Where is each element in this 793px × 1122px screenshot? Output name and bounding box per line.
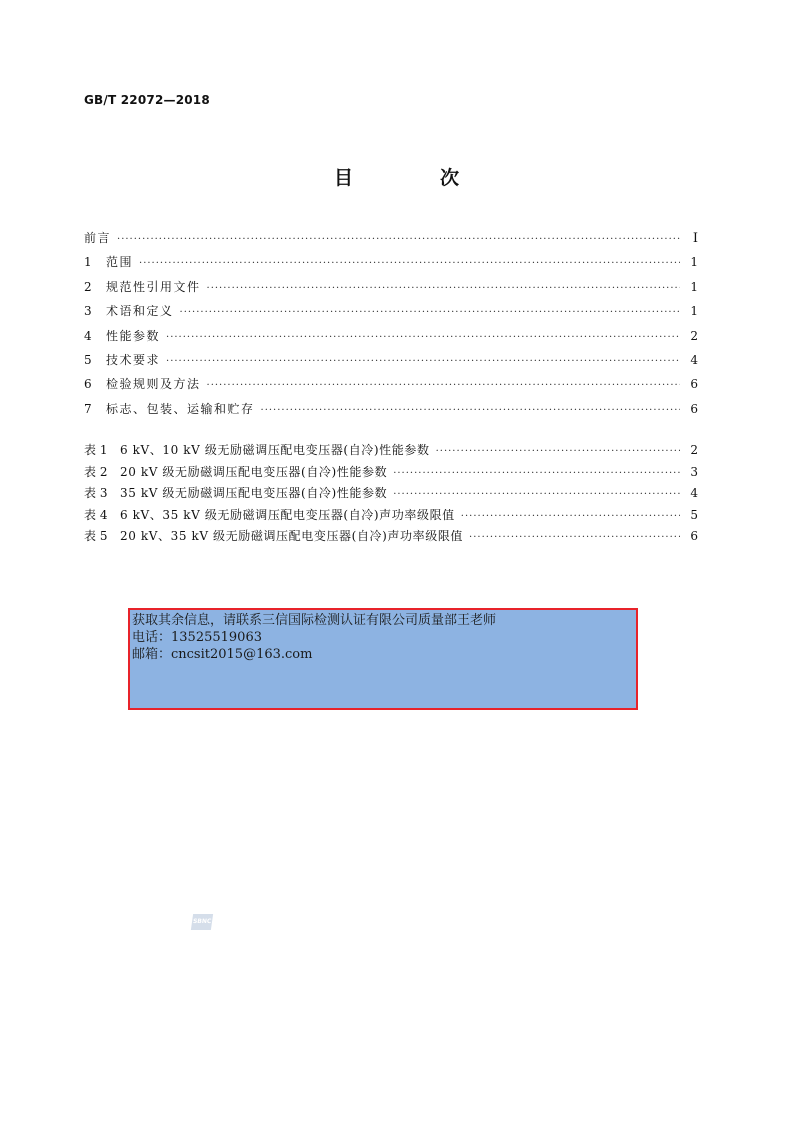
table-label: 20 kV 级无励磁调压配电变压器(自冷)性能参数: [120, 464, 388, 479]
notice-email: 邮箱：cncsit2015@163.com: [132, 647, 313, 662]
leader-dots: [166, 356, 680, 367]
table-num: 表 4: [84, 507, 108, 522]
toc-num: 4: [84, 328, 92, 343]
leader-dots: [139, 258, 680, 269]
toc-label: 前言: [84, 231, 112, 245]
table-num: 表 2: [84, 464, 108, 479]
table-label: 6 kV、35 kV 级无励磁调压配电变压器(自冷)声功率级限值: [120, 507, 455, 522]
leader-dots: [461, 511, 680, 522]
toc-label: 技术要求: [106, 352, 161, 367]
leader-dots: [261, 405, 680, 416]
toc-num: 5: [84, 352, 92, 367]
table-page: 4: [690, 486, 698, 500]
toc-row[interactable]: [84, 302, 698, 326]
contact-notice: [128, 608, 638, 710]
leader-dots: [469, 532, 680, 543]
table-list-row[interactable]: [84, 484, 698, 506]
table-label: 6 kV、10 kV 级无励磁调压配电变压器(自冷)性能参数: [120, 443, 430, 457]
toc-num: 1: [84, 255, 92, 270]
toc-row[interactable]: [84, 327, 698, 351]
toc-page: 1: [690, 255, 698, 270]
table-num: 表 5: [84, 529, 108, 543]
toc-label: 规范性引用文件: [106, 279, 201, 294]
toc-num: 6: [84, 377, 92, 392]
leader-dots: [207, 283, 680, 294]
watermark-logo: SBNC: [191, 914, 213, 930]
toc-list: [84, 229, 698, 424]
leader-dots: [166, 332, 680, 343]
table-list-row[interactable]: [84, 506, 698, 528]
toc-num: 7: [84, 401, 92, 416]
notice-line: 获取其余信息，请联系三信国际检测认证有限公司质量部王老师: [132, 613, 497, 628]
table-page: 3: [690, 464, 698, 479]
table-num: 表 3: [84, 486, 108, 500]
standard-code: GB/T 22072—2018: [84, 93, 210, 107]
table-list-row[interactable]: [84, 527, 698, 549]
table-list: [84, 441, 698, 549]
leader-dots: [117, 234, 680, 245]
leader-dots: [180, 307, 680, 318]
toc-row[interactable]: [84, 351, 698, 375]
toc-page: Ⅰ: [692, 231, 698, 246]
leader-dots: [393, 489, 680, 500]
table-list-row[interactable]: [84, 463, 698, 485]
toc-page: 1: [690, 279, 698, 294]
leader-dots: [436, 446, 680, 457]
table-label: 20 kV、35 kV 级无励磁调压配电变压器(自冷)声功率级限值: [120, 529, 464, 543]
toc-page: 1: [690, 304, 698, 319]
toc-row[interactable]: [84, 229, 698, 253]
toc-page: 6: [690, 401, 698, 416]
toc-row[interactable]: [84, 400, 698, 424]
leader-dots: [393, 468, 680, 479]
toc-label: 标志、包装、运输和贮存: [106, 401, 255, 416]
toc-row[interactable]: [84, 278, 698, 302]
toc-num: 2: [84, 279, 92, 294]
toc-row[interactable]: [84, 253, 698, 277]
toc-label: 检验规则及方法: [106, 377, 201, 392]
table-page: 2: [690, 443, 698, 457]
toc-page: 2: [690, 328, 698, 343]
toc-row[interactable]: [84, 375, 698, 399]
toc-label: 术语和定义: [106, 304, 174, 319]
table-page: 6: [690, 529, 698, 543]
table-page: 5: [690, 507, 698, 522]
toc-label: 性能参数: [106, 328, 161, 343]
page-title: 目 次: [333, 167, 493, 189]
toc-page: 6: [690, 377, 698, 392]
toc-label: 范围: [106, 255, 134, 270]
toc-page: 4: [690, 352, 698, 367]
table-list-row[interactable]: [84, 441, 698, 463]
table-label: 35 kV 级无励磁调压配电变压器(自冷)性能参数: [120, 486, 388, 500]
table-num: 表 1: [84, 443, 108, 457]
toc-num: 3: [84, 304, 92, 319]
leader-dots: [207, 380, 680, 391]
notice-phone: 电话：13525519063: [132, 630, 262, 645]
